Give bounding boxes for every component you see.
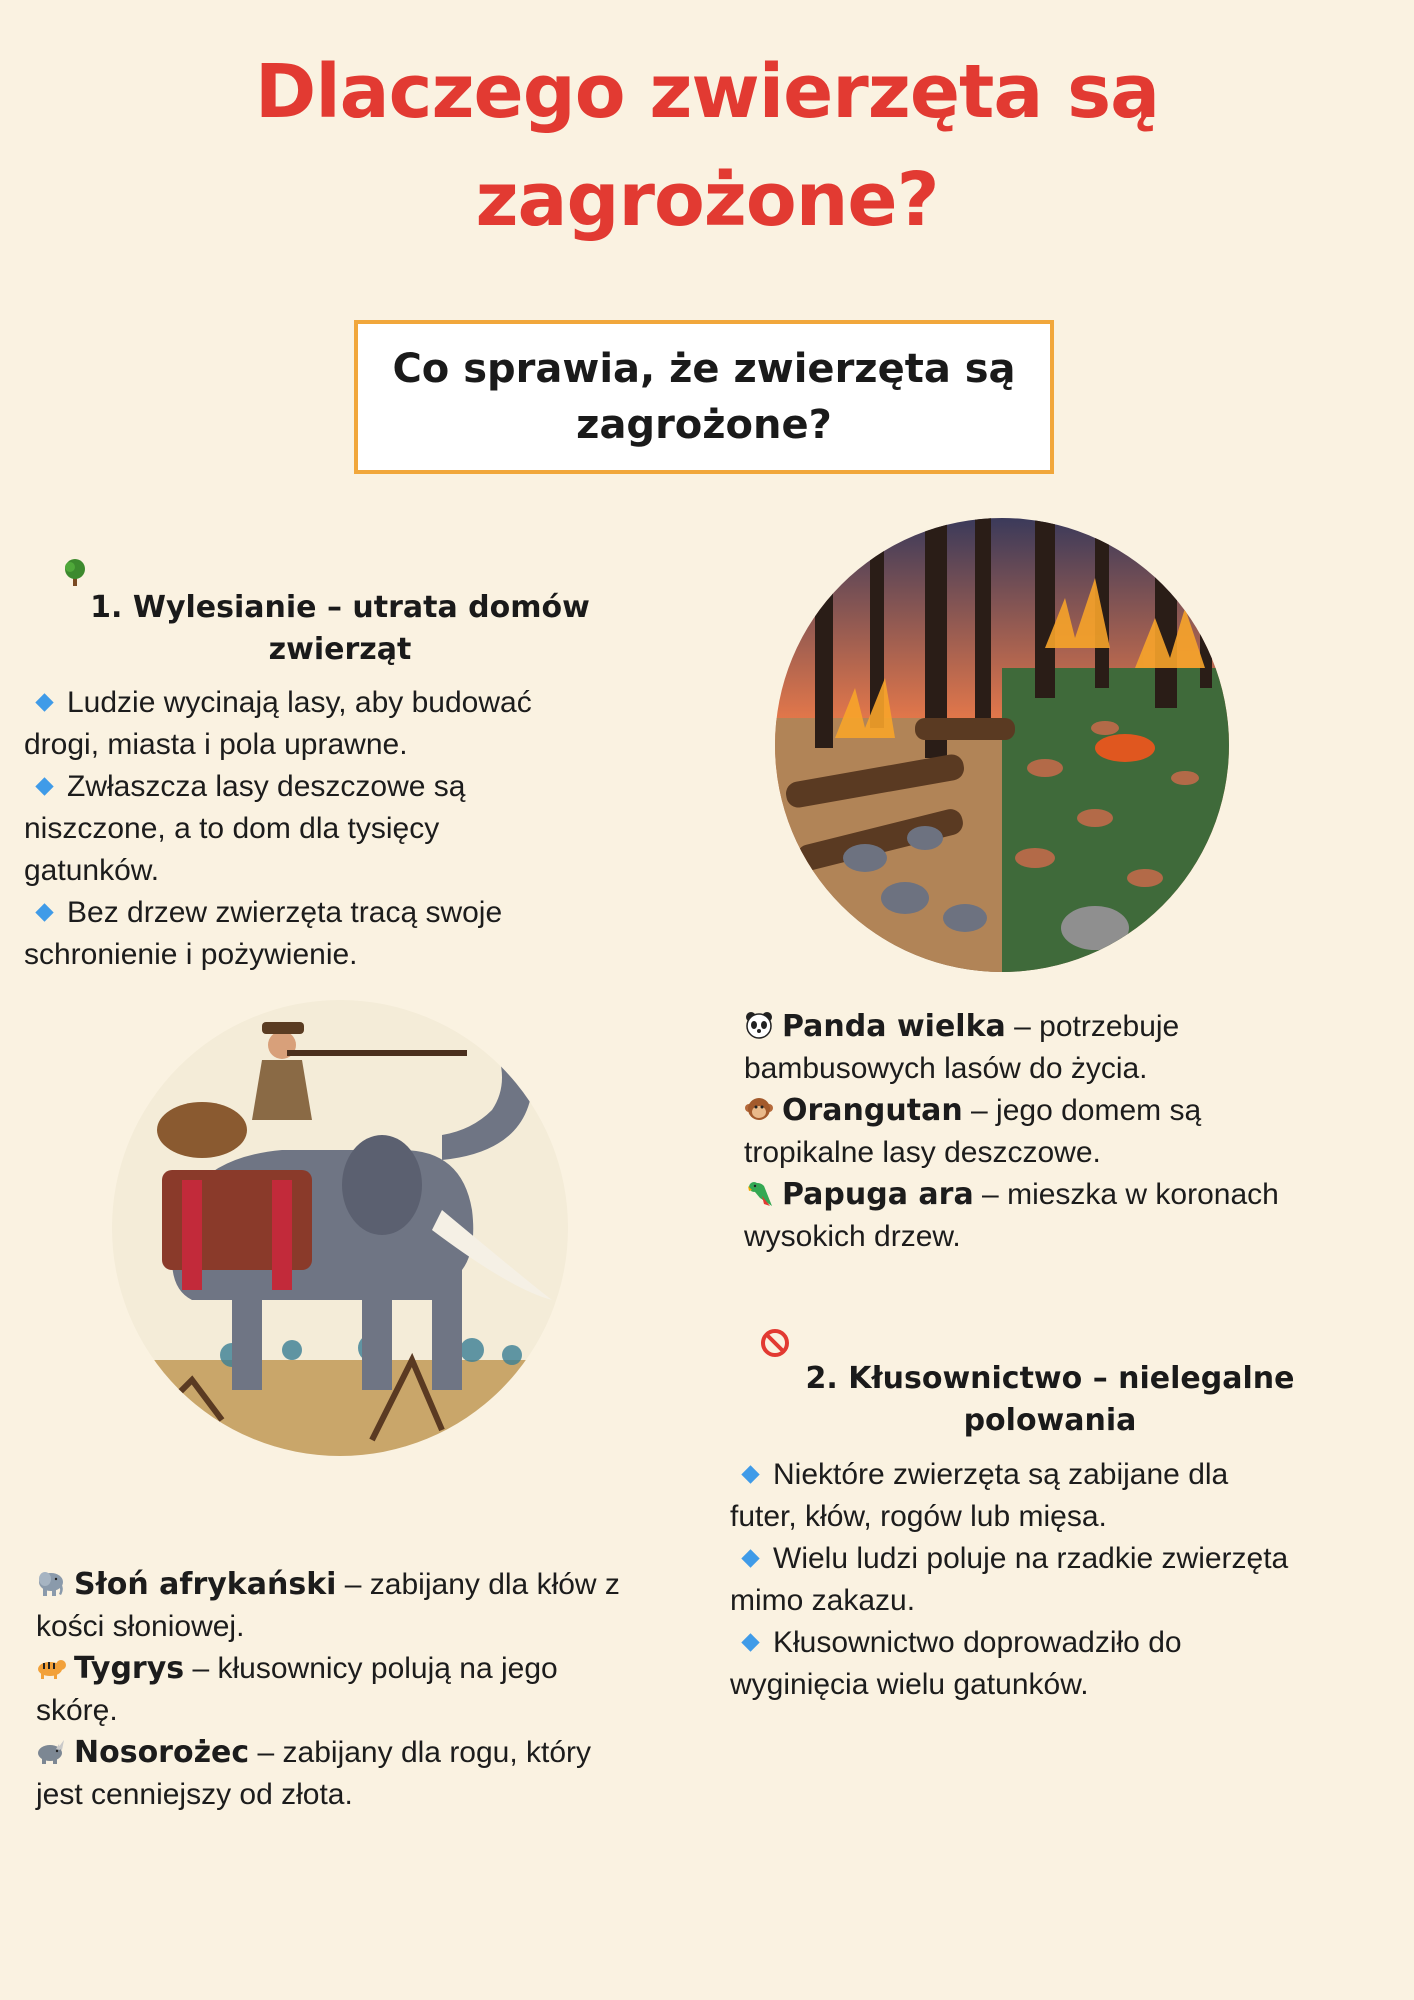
animal-name: Słoń afrykański — [74, 1567, 337, 1602]
section1-bullets — [24, 682, 644, 976]
bullet-text: Kłusownictwo doprowadziło do — [773, 1626, 1182, 1659]
list-item — [36, 1732, 676, 1816]
bullet-text: gatunków. — [24, 854, 160, 887]
list-item — [36, 1648, 676, 1732]
bullet-text: mimo zakazu. — [730, 1584, 916, 1617]
animal-desc: wysokich drzew. — [744, 1220, 961, 1253]
list-item — [744, 1006, 1364, 1090]
animal-desc: – kłusownicy polują na jego — [184, 1652, 558, 1685]
bullet-text: drogi, miasta i pola uprawne. — [24, 728, 408, 761]
tiger-icon — [36, 1652, 66, 1682]
section2-bullets — [730, 1454, 1380, 1706]
animal-desc: skórę. — [36, 1694, 118, 1727]
blue-diamond-icon — [741, 1633, 759, 1651]
animal-name: Papuga ara — [782, 1177, 974, 1212]
list-item — [744, 1174, 1364, 1258]
question-line-1: Co sprawia, że zwierzęta są — [392, 346, 1016, 392]
section1-heading-line-1: 1. Wylesianie – utrata domów — [90, 590, 590, 625]
animal-desc: – zabijany dla rogu, który — [249, 1736, 592, 1769]
bullet-text: wyginięcia wielu gatunków. — [730, 1668, 1089, 1701]
bullet-text: Bez drzew zwierzęta tracą swoje — [67, 896, 503, 929]
animal-desc: tropikalne lasy deszczowe. — [744, 1136, 1101, 1169]
bullet-text: schronienie i pożywienie. — [24, 938, 358, 971]
forest-fire-animals-illustration — [775, 518, 1229, 972]
animal-name: Panda wielka — [782, 1009, 1006, 1044]
list-item — [730, 1454, 1380, 1538]
list-item — [36, 1564, 676, 1648]
bullet-text: Wielu ludzi poluje na rzadkie zwierzęta — [773, 1542, 1289, 1575]
parrot-icon — [744, 1178, 774, 1208]
tree-icon — [60, 557, 90, 587]
bullet-text: niszczone, a to dom dla tysięcy — [24, 812, 440, 845]
section2-heading — [760, 1328, 1340, 1442]
list-item — [24, 892, 644, 976]
list-item — [730, 1622, 1380, 1706]
animal-desc: – jego domem są — [962, 1094, 1202, 1127]
list-item — [24, 766, 644, 892]
animal-desc: bambusowych lasów do życia. — [744, 1052, 1148, 1085]
question-line-2: zagrożone? — [576, 402, 832, 448]
animal-name: Orangutan — [782, 1093, 963, 1128]
list-item — [744, 1090, 1364, 1174]
animals-list-1 — [744, 1006, 1364, 1258]
bullet-text: Niektóre zwierzęta są zabijane dla — [773, 1458, 1229, 1491]
bullet-text: futer, kłów, rogów lub mięsa. — [730, 1500, 1107, 1533]
list-item — [24, 682, 644, 766]
section1-heading-line-2: zwierząt — [268, 632, 412, 667]
animal-name: Tygrys — [74, 1651, 185, 1686]
monkey-icon — [744, 1094, 774, 1124]
animals-list-2 — [36, 1564, 676, 1816]
elephant-icon — [36, 1568, 66, 1598]
blue-diamond-icon — [35, 777, 53, 795]
animal-name: Nosorożec — [74, 1735, 250, 1770]
rhino-icon — [36, 1736, 66, 1766]
animal-desc: – zabijany dla kłów z — [336, 1568, 620, 1601]
blue-diamond-icon — [741, 1549, 759, 1567]
poacher-elephant-illustration — [112, 1000, 568, 1456]
blue-diamond-icon — [35, 903, 53, 921]
question-box — [354, 320, 1054, 474]
title-line-1: Dlaczego zwierzęta są — [254, 49, 1160, 135]
prohibited-icon — [760, 1328, 790, 1358]
blue-diamond-icon — [35, 693, 53, 711]
bullet-text: Ludzie wycinają lasy, aby budować — [67, 686, 532, 719]
animal-desc: – mieszka w koronach — [973, 1178, 1279, 1211]
list-item — [730, 1538, 1380, 1622]
animal-desc: jest cenniejszy od złota. — [36, 1778, 353, 1811]
section2-heading-line-2: polowania — [963, 1403, 1137, 1438]
title-line-2: zagrożone? — [475, 157, 939, 243]
animal-desc: – potrzebuje — [1005, 1010, 1180, 1043]
panda-icon — [744, 1010, 774, 1040]
bullet-text: Zwłaszcza lasy deszczowe są — [67, 770, 466, 803]
blue-diamond-icon — [741, 1465, 759, 1483]
page-title — [0, 38, 1414, 254]
animal-desc: kości słoniowej. — [36, 1610, 245, 1643]
section2-heading-line-1: 2. Kłusownictwo – nielegalne — [805, 1361, 1295, 1396]
section1-heading — [60, 557, 620, 671]
